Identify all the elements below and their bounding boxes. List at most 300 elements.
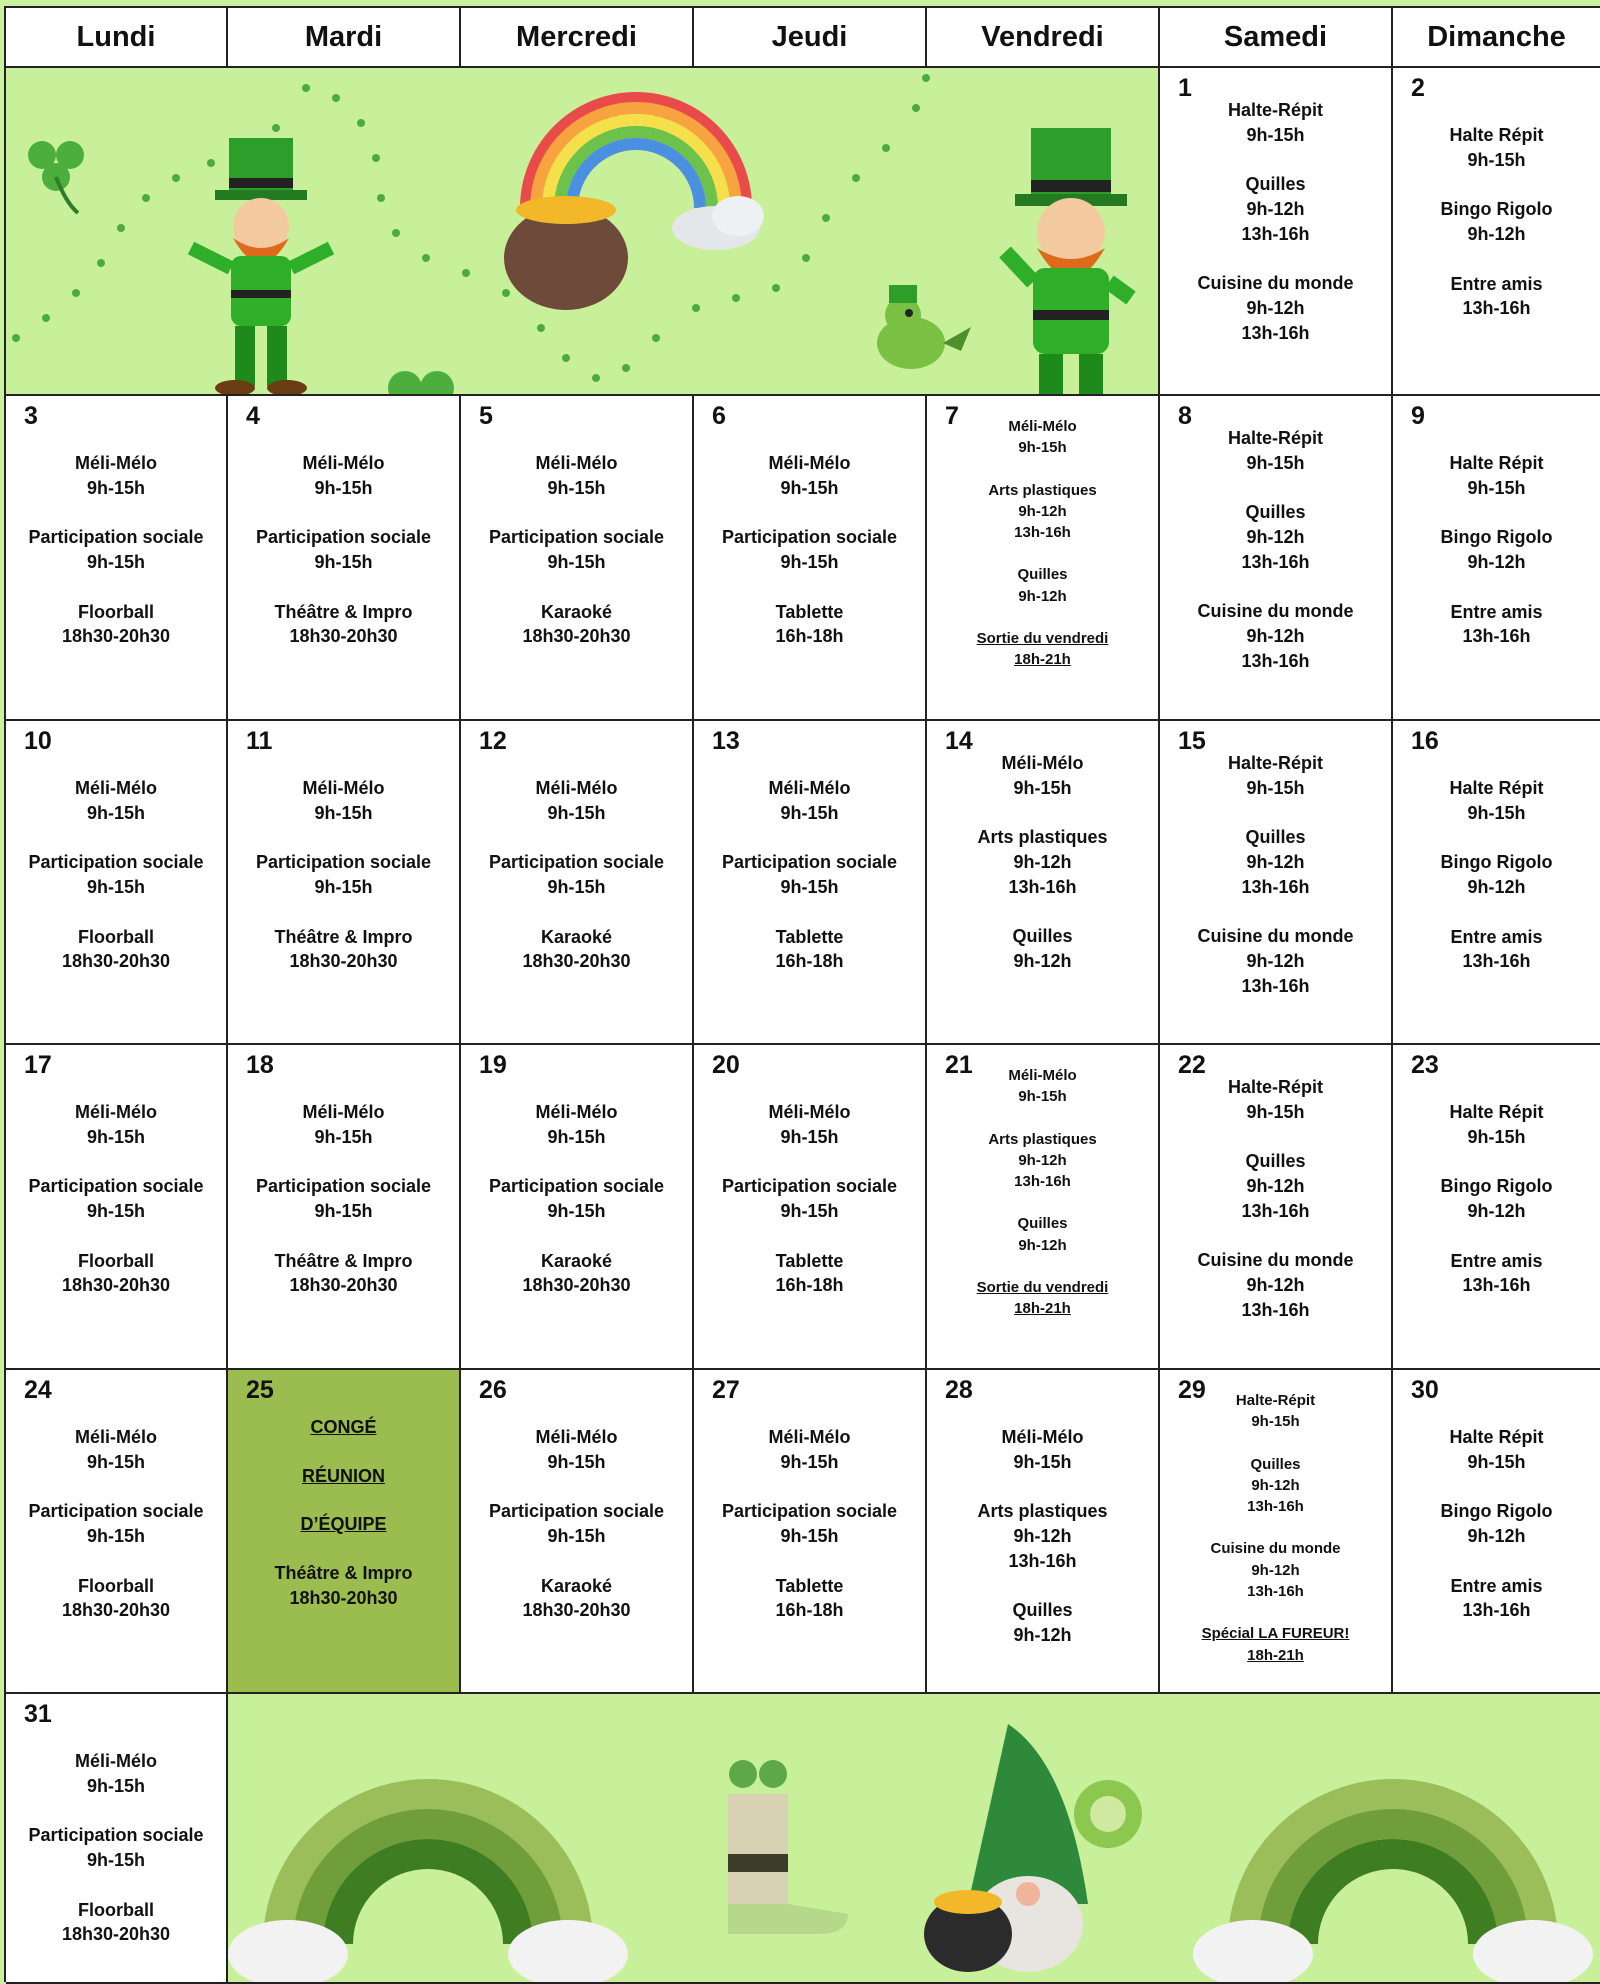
- activity-time: 16h-18h: [775, 626, 844, 647]
- activity-name: Bingo Rigolo: [1440, 1501, 1553, 1522]
- activity-name: Participation sociale: [721, 527, 898, 548]
- activity-time: 9h-15h: [780, 477, 839, 498]
- day-cell-16: [1393, 721, 1600, 1045]
- activity-block: [694, 1499, 925, 1548]
- activity-time: 9h-12h: [1018, 1151, 1067, 1169]
- activity-time: 13h-16h: [1462, 1275, 1531, 1296]
- activity-block: [1160, 500, 1391, 574]
- activity-name: Méli-Mélo: [768, 453, 851, 473]
- activity-time: 9h-15h: [314, 876, 373, 897]
- activity-time: 18h30-20h30: [522, 626, 631, 647]
- activity-name: Méli-Mélo: [768, 778, 851, 798]
- day-cell-10: [6, 721, 228, 1045]
- activity-time: 9h-15h: [547, 1200, 606, 1221]
- activity-name: CONGÉ: [310, 1417, 377, 1437]
- activity-block: [228, 776, 459, 825]
- activity-time: 18h30-20h30: [61, 951, 171, 972]
- activity-time: 9h-15h: [1467, 1451, 1526, 1472]
- activity-block: [694, 925, 925, 974]
- activity-time: 13h-16h: [1241, 1200, 1310, 1221]
- activity-list: [1393, 68, 1600, 321]
- activity-name: RÉUNION: [301, 1465, 385, 1486]
- activity-block: [1160, 1149, 1391, 1223]
- day-number: 25: [246, 1376, 274, 1404]
- activity-time: 13h-16h: [1241, 551, 1310, 572]
- activity-time: 9h-15h: [1467, 802, 1526, 823]
- activity-name: Floorball: [78, 1250, 154, 1271]
- activity-time: 9h-15h: [780, 876, 839, 897]
- day-number: 7: [945, 402, 959, 430]
- activity-name: Bingo Rigolo: [1440, 199, 1553, 220]
- leprechaun-icon: [191, 138, 331, 394]
- activity-name: Halte Répit: [1449, 453, 1544, 473]
- activity-time: 9h-15h: [86, 1126, 146, 1147]
- activity-name: Théâtre & Impro: [274, 1562, 413, 1583]
- activity-block: [461, 1425, 692, 1474]
- activity-block: [6, 1898, 226, 1947]
- activity-block: [927, 1129, 1158, 1193]
- day-cell-26: [461, 1370, 694, 1694]
- activity-name: Théâtre & Impro: [274, 926, 413, 947]
- activity-time: 9h-12h: [1467, 1200, 1526, 1221]
- activity-name: Cuisine du monde: [1197, 601, 1354, 622]
- activity-time: 9h-15h: [780, 1451, 839, 1472]
- activity-block: [461, 850, 692, 899]
- activity-name: Halte Répit: [1449, 1427, 1544, 1447]
- day-cell-20: [694, 1045, 927, 1370]
- activity-block: [461, 600, 692, 649]
- activity-time: 9h-15h: [547, 551, 606, 572]
- activity-time: 18h30-20h30: [289, 1587, 398, 1608]
- activity-block: [694, 776, 925, 825]
- activity-block: [927, 924, 1158, 973]
- activity-name: Cuisine du monde: [1197, 273, 1354, 294]
- activity-name: Participation sociale: [255, 1176, 432, 1197]
- activity-name: Karaoké: [540, 1250, 613, 1271]
- activity-name: Bingo Rigolo: [1440, 852, 1553, 873]
- activity-time: 18h30-20h30: [61, 626, 171, 647]
- activity-time: 16h-18h: [775, 1275, 844, 1296]
- activity-list: [228, 1370, 459, 1610]
- activity-block: [694, 600, 925, 649]
- activity-block: [927, 480, 1158, 544]
- activity-name: Entre amis: [1450, 1575, 1543, 1596]
- activity-block: [927, 416, 1158, 459]
- shamrock-icon: [28, 141, 84, 213]
- day-cell-21: [927, 1045, 1160, 1370]
- activity-block: [1160, 1454, 1391, 1518]
- activity-time: 9h-15h: [86, 1525, 146, 1546]
- activity-list: [461, 396, 692, 649]
- activity-time: 9h-15h: [86, 551, 146, 572]
- leprechaun-icon: [1005, 128, 1131, 394]
- activity-name: Quilles: [1012, 926, 1073, 947]
- rainbow-pot-of-gold-icon: [504, 98, 764, 310]
- activity-time: 9h-15h: [314, 551, 373, 572]
- activity-time: 9h-12h: [1251, 1561, 1300, 1579]
- activity-time: 9h-15h: [314, 477, 373, 498]
- activity-time: 13h-16h: [1014, 524, 1071, 542]
- shamrock-icon: [388, 371, 454, 394]
- day-number: 20: [712, 1051, 740, 1079]
- activity-name: Arts plastiques: [988, 1130, 1097, 1148]
- activity-list: [1160, 721, 1391, 998]
- day-number: 24: [24, 1376, 52, 1404]
- activity-time: 9h-15h: [1246, 452, 1305, 473]
- shamrock-trail: [12, 74, 930, 382]
- weekday-header-samedi: Samedi: [1160, 8, 1393, 68]
- weekday-header-vendredi: Vendredi: [927, 8, 1160, 68]
- activity-block: [1160, 1538, 1391, 1602]
- activity-block: [6, 1749, 226, 1798]
- activity-name: Halte-Répit: [1227, 100, 1323, 120]
- activity-block: [694, 451, 925, 500]
- activity-name: Méli-Mélo: [535, 1102, 618, 1122]
- activity-name: Participation sociale: [255, 852, 432, 873]
- activity-block: [461, 925, 692, 974]
- activity-block: [1393, 1574, 1600, 1623]
- activity-block: [461, 776, 692, 825]
- activity-time: 13h-16h: [1241, 650, 1310, 671]
- activity-list: [461, 721, 692, 974]
- activity-block: [1160, 98, 1391, 147]
- activity-time: 9h-12h: [1013, 1624, 1072, 1645]
- activity-name: Karaoké: [540, 601, 613, 622]
- activity-name: Halte Répit: [1449, 1102, 1544, 1122]
- activity-time: 9h-15h: [1467, 477, 1526, 498]
- activity-time: 9h-15h: [86, 1451, 146, 1472]
- activity-block: [694, 850, 925, 899]
- activity-name: Arts plastiques: [988, 481, 1097, 499]
- activity-list: [6, 1045, 226, 1298]
- activity-block: [6, 925, 226, 974]
- activity-block: [228, 925, 459, 974]
- activity-block: [1393, 197, 1600, 246]
- activity-time: 18h30-20h30: [61, 1600, 171, 1621]
- activity-name: Tablette: [775, 1250, 844, 1271]
- activity-block: [228, 1512, 459, 1537]
- day-cell-14: [927, 721, 1160, 1045]
- activity-block: [1160, 1075, 1391, 1124]
- activity-time: 9h-12h: [1013, 1525, 1072, 1546]
- day-number: 3: [24, 402, 38, 430]
- activity-name: Halte Répit: [1449, 125, 1544, 145]
- day-number: 6: [712, 402, 726, 430]
- activity-list: [461, 1370, 692, 1623]
- activity-name: Participation sociale: [255, 527, 432, 548]
- activity-block: [228, 525, 459, 574]
- activity-block: [927, 628, 1158, 671]
- activity-name: Entre amis: [1450, 601, 1543, 622]
- activity-time: 9h-15h: [547, 477, 606, 498]
- day-number: 27: [712, 1376, 740, 1404]
- activity-time: 9h-12h: [1246, 526, 1305, 547]
- activity-time: 9h-12h: [1467, 1525, 1526, 1546]
- activity-time: 18h30-20h30: [522, 951, 631, 972]
- activity-time: 13h-16h: [1241, 322, 1310, 343]
- weekday-header-lundi: Lundi: [6, 8, 228, 68]
- day-cell-25: [228, 1370, 461, 1694]
- st-patricks-illustration: [6, 68, 1160, 394]
- activity-time: 18h30-20h30: [522, 1275, 631, 1296]
- activity-list: [927, 1045, 1158, 1320]
- bottom-decoration-banner: [228, 1694, 1600, 1984]
- day-number: 21: [945, 1051, 973, 1079]
- activity-time: 18h30-20h30: [61, 1924, 171, 1945]
- activity-block: [1393, 925, 1600, 974]
- activity-name: Participation sociale: [28, 527, 204, 548]
- day-number: 11: [246, 727, 273, 755]
- day-cell-18: [228, 1045, 461, 1370]
- activity-list: [228, 396, 459, 649]
- activity-block: [461, 1249, 692, 1298]
- day-number: 8: [1178, 402, 1192, 430]
- day-number: 22: [1178, 1051, 1206, 1079]
- activity-name: Tablette: [775, 601, 844, 622]
- activity-block: [927, 1499, 1158, 1573]
- activity-block: [1393, 272, 1600, 321]
- activity-name: Participation sociale: [28, 852, 204, 873]
- activity-time: 16h-18h: [775, 1600, 844, 1621]
- activity-time: 9h-12h: [1467, 223, 1526, 244]
- activity-name: Quilles: [1017, 1215, 1068, 1233]
- day-number: 19: [479, 1051, 507, 1079]
- activity-block: [927, 1598, 1158, 1647]
- activity-time: 9h-12h: [1467, 876, 1526, 897]
- activity-time: 9h-15h: [547, 1126, 606, 1147]
- day-cell-3: [6, 396, 228, 721]
- activity-block: [228, 1249, 459, 1298]
- activity-block: [1160, 271, 1391, 345]
- activity-name: Spécial LA FUREUR!: [1201, 1625, 1350, 1643]
- day-number: 1: [1178, 74, 1192, 102]
- day-cell-27: [694, 1370, 927, 1694]
- activity-block: [927, 751, 1158, 800]
- activity-time: 13h-16h: [1462, 626, 1531, 647]
- activity-time: 9h-12h: [1246, 1175, 1305, 1196]
- day-number: 4: [246, 402, 260, 430]
- day-cell-12: [461, 721, 694, 1045]
- activity-name: Quilles: [1250, 1455, 1301, 1473]
- activity-block: [6, 525, 226, 574]
- activity-time: 18h-21h: [1014, 651, 1071, 669]
- activity-block: [461, 525, 692, 574]
- activity-list: [461, 1045, 692, 1298]
- activity-block: [228, 1100, 459, 1149]
- activity-list: [694, 1045, 925, 1298]
- activity-name: Participation sociale: [28, 1501, 204, 1522]
- activity-list: [1393, 721, 1600, 974]
- activity-name: Quilles: [1017, 566, 1068, 584]
- day-cell-13: [694, 721, 927, 1045]
- activity-time: 9h-15h: [547, 1451, 606, 1472]
- activity-time: 9h-15h: [780, 1200, 839, 1221]
- day-cell-8: [1160, 396, 1393, 721]
- activity-block: [694, 1574, 925, 1623]
- activity-list: [1393, 1045, 1600, 1298]
- activity-name: Méli-Mélo: [1001, 753, 1084, 773]
- activity-block: [228, 451, 459, 500]
- day-cell-9: [1393, 396, 1600, 721]
- activity-name: Quilles: [1245, 1151, 1306, 1172]
- activity-block: [1393, 525, 1600, 574]
- activity-name: Entre amis: [1450, 273, 1543, 294]
- activity-block: [1160, 924, 1391, 998]
- activity-time: 9h-15h: [86, 1849, 146, 1870]
- activity-block: [1160, 426, 1391, 475]
- activity-time: 9h-15h: [1251, 1413, 1300, 1431]
- activity-time: 13h-16h: [1008, 876, 1077, 897]
- activity-time: 18h30-20h30: [289, 1275, 398, 1296]
- activity-block: [6, 1100, 226, 1149]
- activity-time: 9h-15h: [547, 1525, 606, 1546]
- bottom-illustration: [228, 1694, 1600, 1982]
- activity-list: [694, 721, 925, 974]
- activity-list: [1160, 1370, 1391, 1666]
- activity-name: Méli-Mélo: [768, 1427, 851, 1447]
- activity-block: [1160, 1623, 1391, 1666]
- activity-name: Halte-Répit: [1235, 1392, 1316, 1409]
- day-number: 28: [945, 1376, 973, 1404]
- weekday-header-mercredi: Mercredi: [461, 8, 694, 68]
- activity-list: [6, 721, 226, 974]
- activity-name: D’ÉQUIPE: [300, 1514, 387, 1535]
- day-number: 10: [24, 727, 52, 755]
- activity-block: [1393, 850, 1600, 899]
- activity-block: [6, 600, 226, 649]
- day-number: 29: [1178, 1376, 1206, 1404]
- activity-name: Floorball: [78, 926, 154, 947]
- activity-time: 9h-15h: [780, 551, 839, 572]
- activity-time: 9h-15h: [86, 1775, 146, 1796]
- day-number: 5: [479, 402, 493, 430]
- day-number: 16: [1411, 727, 1439, 755]
- activity-time: 13h-16h: [1241, 1299, 1310, 1320]
- activity-time: 9h-12h: [1013, 851, 1072, 872]
- activity-block: [6, 1499, 226, 1548]
- day-cell-31: [6, 1694, 228, 1984]
- activity-block: [461, 1574, 692, 1623]
- day-cell-2: [1393, 68, 1600, 396]
- activity-list: [927, 1370, 1158, 1648]
- activity-time: 9h-15h: [86, 1200, 146, 1221]
- activity-block: [1160, 172, 1391, 246]
- activity-time: 18h30-20h30: [289, 951, 398, 972]
- activity-block: [1393, 1425, 1600, 1474]
- activity-block: [6, 1174, 226, 1223]
- activity-time: 9h-12h: [1246, 625, 1305, 646]
- activity-time: 13h-16h: [1014, 1173, 1071, 1191]
- activity-name: Halte Répit: [1449, 778, 1544, 798]
- activity-time: 9h-12h: [1246, 1274, 1305, 1295]
- activity-time: 13h-16h: [1462, 298, 1531, 319]
- day-number: 15: [1178, 727, 1206, 755]
- day-number: 23: [1411, 1051, 1439, 1079]
- activity-block: [694, 1249, 925, 1298]
- day-number: 26: [479, 1376, 507, 1404]
- activity-time: 9h-15h: [86, 802, 146, 823]
- activity-name: Karaoké: [540, 1575, 613, 1596]
- activity-block: [228, 1174, 459, 1223]
- activity-name: Floorball: [78, 1899, 154, 1920]
- activity-time: 13h-16h: [1241, 975, 1310, 996]
- activity-name: Sortie du vendredi: [976, 630, 1109, 648]
- day-cell-15: [1160, 721, 1393, 1045]
- activity-time: 18h30-20h30: [289, 626, 398, 647]
- activity-name: Méli-Mélo: [302, 1102, 385, 1122]
- activity-name: Entre amis: [1450, 1250, 1543, 1271]
- activity-list: [1393, 1370, 1600, 1623]
- activity-block: [1393, 123, 1600, 172]
- activity-name: Méli-Mélo: [535, 453, 618, 473]
- activity-name: Théâtre & Impro: [274, 601, 413, 622]
- activity-name: Quilles: [1012, 1600, 1073, 1621]
- day-number: 30: [1411, 1376, 1439, 1404]
- activity-time: 9h-15h: [1013, 777, 1072, 798]
- activity-list: [6, 396, 226, 649]
- day-cell-7: [927, 396, 1160, 721]
- activity-time: 9h-15h: [1018, 1088, 1067, 1106]
- activity-block: [6, 776, 226, 825]
- activity-list: [228, 1045, 459, 1298]
- activity-name: Participation sociale: [28, 1176, 204, 1197]
- activity-name: Théâtre & Impro: [274, 1250, 413, 1271]
- activity-time: 9h-15h: [86, 876, 146, 897]
- activity-time: 9h-12h: [1013, 950, 1072, 971]
- activity-time: 9h-15h: [547, 876, 606, 897]
- day-cell-24: [6, 1370, 228, 1694]
- activity-block: [1160, 751, 1391, 800]
- activity-block: [927, 1425, 1158, 1474]
- activity-block: [927, 825, 1158, 899]
- day-number: 31: [24, 1700, 52, 1728]
- activity-time: 18h30-20h30: [61, 1275, 171, 1296]
- activity-name: Karaoké: [540, 926, 613, 947]
- activity-time: 9h-15h: [314, 802, 373, 823]
- activity-block: [461, 1100, 692, 1149]
- activity-name: Bingo Rigolo: [1440, 1176, 1553, 1197]
- activity-time: 9h-12h: [1467, 551, 1526, 572]
- day-cell-5: [461, 396, 694, 721]
- activity-time: 9h-12h: [1246, 851, 1305, 872]
- activity-time: 9h-15h: [1246, 124, 1305, 145]
- activity-time: 9h-12h: [1018, 1236, 1067, 1254]
- activity-block: [694, 1100, 925, 1149]
- activity-block: [6, 1574, 226, 1623]
- activity-block: [927, 564, 1158, 607]
- activity-block: [6, 1425, 226, 1474]
- activity-block: [1160, 1248, 1391, 1322]
- activity-block: [1393, 1499, 1600, 1548]
- activity-name: Participation sociale: [488, 527, 665, 548]
- activity-name: Méli-Mélo: [1008, 418, 1077, 435]
- activity-name: Méli-Mélo: [74, 1102, 157, 1122]
- day-cell-30: [1393, 1370, 1600, 1694]
- day-number: 17: [24, 1051, 52, 1079]
- activity-block: [461, 1174, 692, 1223]
- activity-block: [6, 451, 226, 500]
- activity-name: Participation sociale: [488, 852, 665, 873]
- day-number: 13: [712, 727, 740, 755]
- weekday-header-jeudi: Jeudi: [694, 8, 927, 68]
- day-cell-29: [1160, 1370, 1393, 1694]
- activity-list: [927, 721, 1158, 974]
- activity-time: 18h-21h: [1014, 1300, 1071, 1318]
- activity-block: [6, 1249, 226, 1298]
- activity-block: [228, 600, 459, 649]
- activity-block: [1160, 599, 1391, 673]
- day-cell-11: [228, 721, 461, 1045]
